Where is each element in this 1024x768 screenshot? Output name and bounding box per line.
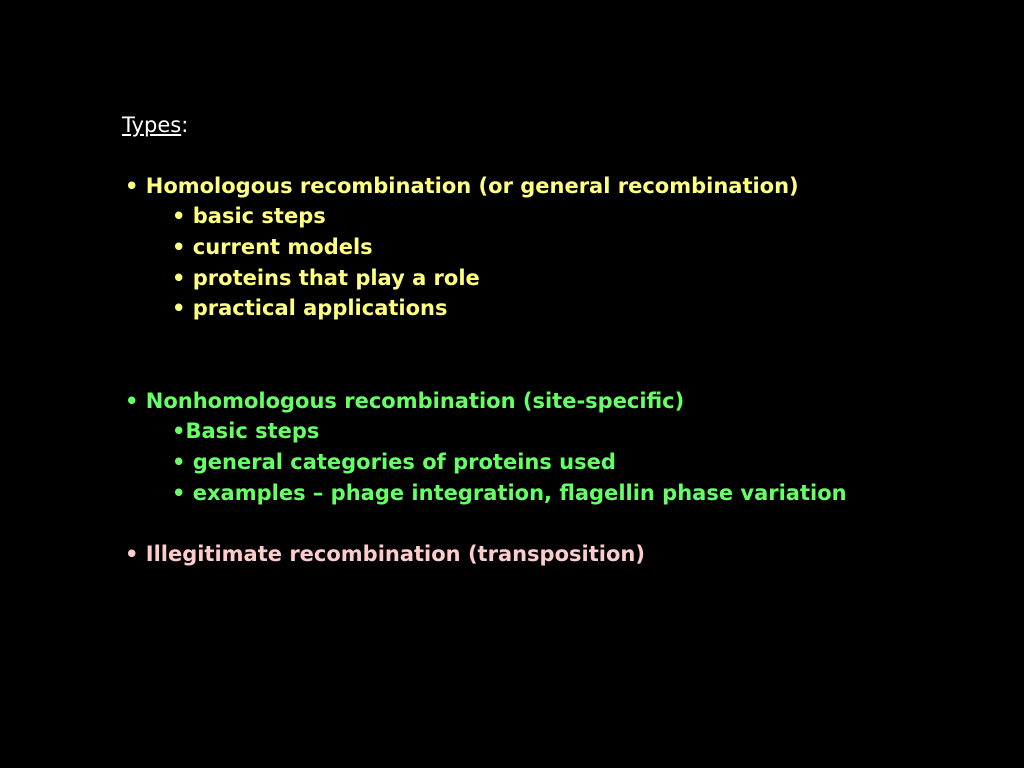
- bullet: •: [172, 204, 186, 228]
- section-illegitimate-title: [125, 541, 645, 567]
- list-item-text: proteins that play a role: [192, 266, 480, 290]
- section-title: Illegitimate recombination (transposition): [145, 542, 645, 566]
- list-item-text: basic steps: [192, 204, 326, 228]
- list-item: [172, 203, 326, 229]
- list-item-text: examples – phage integration, flagellin phase variation: [192, 481, 847, 505]
- bullet: •: [172, 419, 186, 443]
- list-item: [172, 295, 448, 321]
- bullet: •: [125, 389, 139, 413]
- list-item-text: current models: [192, 235, 373, 259]
- list-item: [172, 265, 480, 291]
- bullet: •: [172, 266, 186, 290]
- list-item: [172, 234, 373, 260]
- bullet: •: [172, 481, 186, 505]
- bullet: •: [172, 450, 186, 474]
- list-item-text: Basic steps: [185, 419, 320, 443]
- slide-heading: [122, 112, 188, 138]
- section-homologous-title: [125, 173, 799, 199]
- list-item-text: practical applications: [192, 296, 448, 320]
- section-title: Homologous recombination (or general recombination): [145, 174, 799, 198]
- heading-colon: :: [181, 113, 189, 137]
- bullet: •: [125, 174, 139, 198]
- heading-label: Types: [122, 113, 182, 137]
- bullet: •: [172, 235, 186, 259]
- section-title: Nonhomologous recombination (site-specific): [145, 389, 685, 413]
- bullet: •: [172, 296, 186, 320]
- bullet: •: [125, 542, 139, 566]
- section-nonhomologous-title: [125, 388, 684, 414]
- list-item: [172, 449, 616, 475]
- list-item: [172, 480, 847, 506]
- list-item: [172, 418, 319, 444]
- list-item-text: general categories of proteins used: [192, 450, 616, 474]
